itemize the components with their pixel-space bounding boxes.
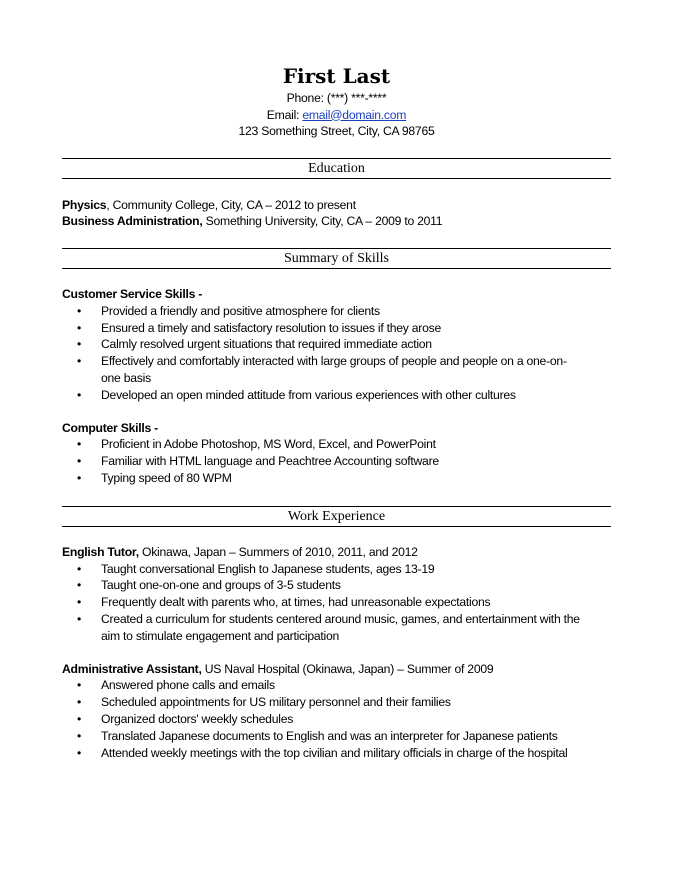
job-title: Administrative Assistant, [62, 661, 202, 676]
bullet-list [62, 677, 611, 761]
resume [62, 0, 611, 761]
email-line [62, 107, 611, 124]
education-detail: , Community College, City, CA – 2012 to present [106, 197, 356, 212]
section-education: Education [62, 158, 611, 179]
job-heading [62, 544, 611, 561]
list-item: • Taught conversational English to Japanese students, ages 13-19 [62, 561, 581, 578]
skill-group-heading: Customer Service Skills - [62, 287, 203, 302]
list-item: • Created a curriculum for students centered around music, games, and entertainment with the aim to stimulate engagement and participation [62, 611, 581, 645]
list-item: • Taught one-on-one and groups of 3-5 students [62, 577, 581, 594]
list-item: • Scheduled appointments for US military personnel and their families [62, 694, 581, 711]
phone-label: Phone: [286, 91, 324, 105]
list-item: • Provided a friendly and positive atmosphere for clients [62, 303, 581, 320]
list-item: • Frequently dealt with parents who, at times, had unreasonable expectations [62, 594, 581, 611]
list-item: • Typing speed of 80 WPM [62, 470, 581, 487]
education-item [62, 213, 611, 230]
list-item: • Ensured a timely and satisfactory resolution to issues if they arose [62, 320, 581, 337]
list-item: • Attended weekly meetings with the top civilian and military officials in charge of the hospital [62, 745, 581, 762]
skill-group-heading: Computer Skills - [62, 420, 158, 435]
job-detail: Okinawa, Japan – Summers of 2010, 2011, and 2012 [138, 544, 418, 559]
education-detail: Something University, City, CA – 2009 to 2011 [202, 214, 443, 229]
list-item: • Organized doctors' weekly schedules [62, 711, 581, 728]
job-heading [62, 661, 611, 678]
list-item: • Effectively and comfortably interacted with large groups of people and people on a one-on-one basis [62, 353, 581, 387]
list-item: • Proficient in Adobe Photoshop, MS Word, Excel, and PowerPoint [62, 436, 581, 453]
phone-value: (***) ***-**** [326, 91, 387, 105]
degree: Physics [62, 197, 107, 212]
address: 123 Something Street, City, CA 98765 [238, 124, 435, 138]
skills-list [62, 286, 611, 487]
email-label: Email: [266, 107, 300, 122]
list-item: • Answered phone calls and emails [62, 677, 581, 694]
list-item: • Translated Japanese documents to English and was an interpreter for Japanese patients [62, 728, 581, 745]
list-item: • Calmly resolved urgent situations that required immediate action [62, 336, 581, 353]
job-title: English Tutor, [62, 544, 139, 559]
bullet-list [62, 561, 611, 645]
bullet-list [62, 436, 611, 486]
section-work: Work Experience [62, 506, 611, 527]
degree: Business Administration, [62, 214, 203, 229]
job-detail: US Naval Hospital (Okinawa, Japan) – Summer of 2009 [201, 661, 494, 676]
education-item [62, 197, 611, 214]
candidate-name: First Last [282, 64, 391, 88]
list-item: • Developed an open minded attitude from various experiences with other cultures [62, 387, 581, 404]
list-item: • Familiar with HTML language and Peachtree Accounting software [62, 453, 581, 470]
contact-block [62, 90, 611, 140]
bullet-list [62, 303, 611, 404]
section-skills: Summary of Skills [62, 248, 611, 269]
email-link[interactable]: email@domain.com [302, 107, 407, 122]
education-list [62, 197, 611, 231]
work-list [62, 544, 611, 762]
phone-line [62, 90, 611, 107]
